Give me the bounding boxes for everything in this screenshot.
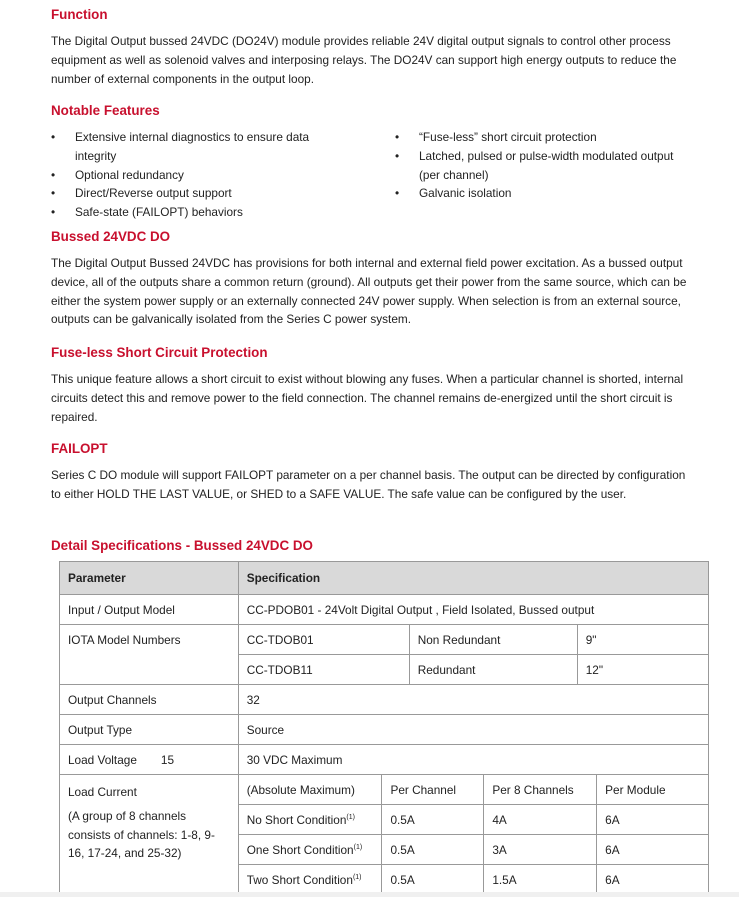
function-text: The Digital Output bussed 24VDC (DO24V) module provides reliable 24V digital output signals to control other process equipment as well as solenoid valves and interposing relays. The DO24V can support high energy outputs to reduce the number of external components in the output loop. [51,34,677,86]
table-row: Load Current (A group of 8 channels consists of channels: 1-8, 9-16, 17-24, and 25-32) (Absolute Maximum) Per Channel Per 8 Channels Per Module [60,775,709,805]
bussed-text: The Digital Output Bussed 24VDC has provisions for both internal and external field power excitation. As a bussed output device, all of the outputs share a common return (ground). All outputs get their power from the same source, which can be either the system power supply or an externally connected 24V power supply. When selection is from an external source, outputs can be galvanically isolated from the Series C power system. [51,256,687,327]
bullet-icon: • [395,148,400,163]
failopt-heading: FAILOPT [51,441,108,456]
table-header-row [60,562,709,595]
table-row: IOTA Model Numbers CC-TDOB01 Non Redundant 9" [60,625,709,655]
bullet-icon: • [51,186,56,201]
feature-item: • Latched, pulsed or pulse-width modulated output (per channel) [395,148,674,182]
function-heading: Function [51,7,108,22]
header-specification: Specification [238,562,708,595]
feature-item: • Optional redundancy [51,166,341,185]
bullet-icon: • [395,186,400,201]
bullet-icon: • [395,130,400,144]
feature-item: • Direct/Reverse output support [51,184,341,203]
feature-item: • Extensive internal diagnostics to ensure data integrity [51,130,310,163]
failopt-text: Series C DO module will support FAILOPT parameter on a per channel basis. The output can be directed by configuration to either HOLD THE LAST VALUE, or SHED to a SAFE VALUE. The safe value can be configured by the user. [51,468,686,501]
features-list-right [395,128,691,203]
fuseless-heading: Fuse-less Short Circuit Protection [51,345,268,360]
feature-item: • “Fuse-less” short circuit protection [395,128,691,147]
bullet-icon: • [51,130,56,144]
bussed-heading: Bussed 24VDC DO [51,229,171,244]
table-row: Two Short Condition$^{(1)}$ 0.5A 1.5A 6A [60,865,709,895]
fuseless-text: This unique feature allows a short circuit to exist without blowing any fuses. When a particular channel is shorted, internal circuits detect this and remove power to the field connection. The channel remains de-energized until the short circuit is repaired. [51,372,684,424]
table-row: Input / Output Model CC-PDOB01 - 24Volt Digital Output , Field Isolated, Bussed output [60,595,709,625]
table-row: One Short Condition$^{(1)}$ 0.5A 3A 6A [60,835,709,865]
detail-specs-heading: Detail Specifications - Bussed 24VDC DO [51,538,313,553]
bullet-icon: • [51,205,56,220]
page-bottom-edge [0,892,739,897]
features-list-left [51,128,341,222]
table-row: Output Channels 32 [60,685,709,715]
table-row: No Short Condition$^{(1)}$ 0.5A 4A 6A [60,805,709,835]
features-heading: Notable Features [51,103,160,118]
header-parameter: Parameter [60,562,239,595]
table-row: Load Voltage 15 30 VDC Maximum [60,745,709,775]
feature-item: • Safe-state (FAILOPT) behaviors [51,203,341,222]
feature-item: • Galvanic isolation [395,184,691,203]
table-row: Output Type Source [60,715,709,745]
bullet-icon: • [51,167,56,182]
table-row: CC-TDOB11 Redundant 12" [60,655,709,685]
spec-table [59,561,709,895]
